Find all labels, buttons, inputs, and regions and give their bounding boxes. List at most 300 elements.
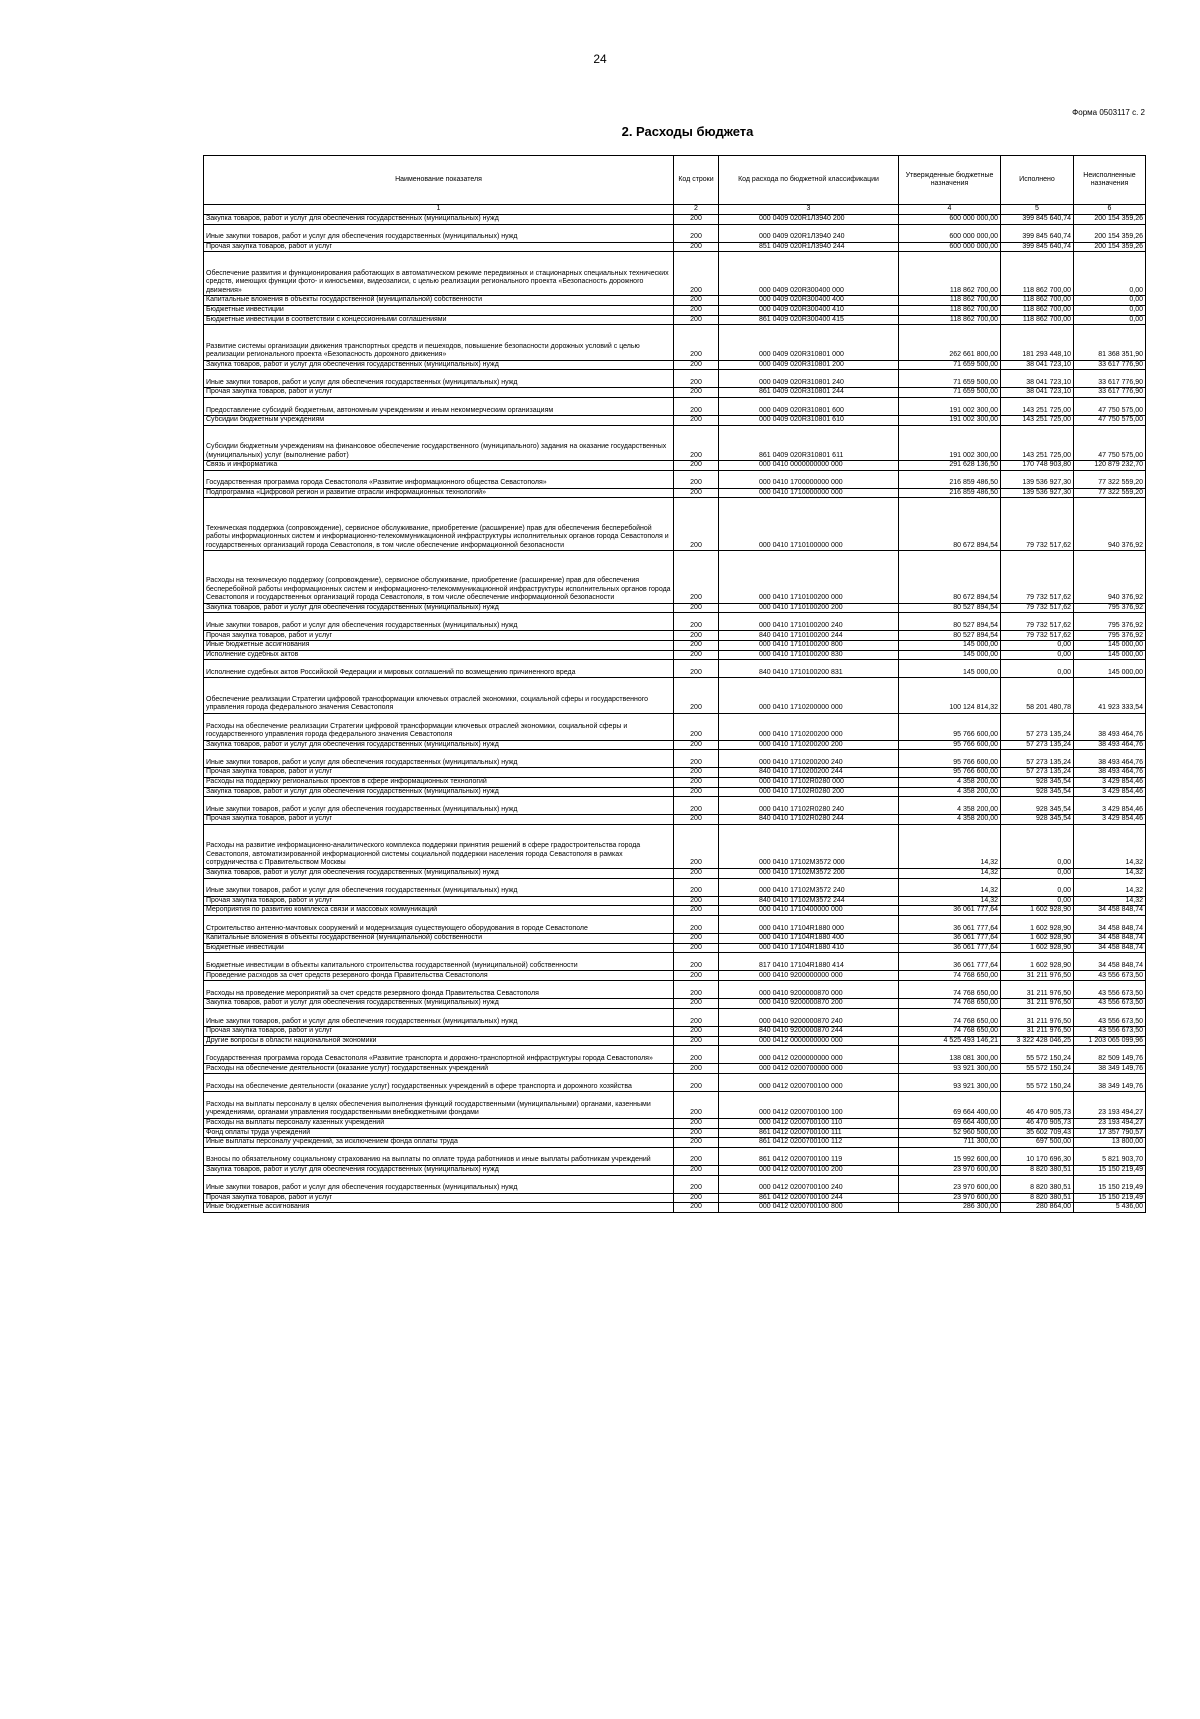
- row-classification-code: 840 0410 1710100200 244: [719, 631, 899, 641]
- row-unexecuted: 81 368 351,90: [1074, 325, 1146, 360]
- row-approved: 36 061 777,64: [899, 915, 1001, 933]
- row-approved: 216 859 486,50: [899, 470, 1001, 488]
- row-line-code: 200: [674, 224, 719, 242]
- row-classification-code: 851 0409 020R1Л3940 244: [719, 242, 899, 252]
- row-line-code: 200: [674, 252, 719, 296]
- row-unexecuted: 38 493 464,76: [1074, 740, 1146, 750]
- row-approved: 69 664 400,00: [899, 1118, 1001, 1128]
- header-line-code: Код строки: [674, 156, 719, 205]
- row-executed: 399 845 640,74: [1001, 224, 1074, 242]
- row-unexecuted: 47 750 575,00: [1074, 397, 1146, 415]
- row-approved: 14,32: [899, 878, 1001, 896]
- row-unexecuted: 33 617 776,90: [1074, 370, 1146, 388]
- row-executed: 1 602 928,90: [1001, 906, 1074, 916]
- row-line-code: 200: [674, 740, 719, 750]
- row-name: Государственная программа города Севастополя «Развитие информационного общества Севастополя»: [204, 470, 674, 488]
- row-classification-code: 840 0410 1710200200 244: [719, 768, 899, 778]
- row-approved: 71 659 500,00: [899, 388, 1001, 398]
- row-approved: 100 124 814,32: [899, 678, 1001, 713]
- row-unexecuted: 0,00: [1074, 305, 1146, 315]
- row-name: Бюджетные инвестиции: [204, 305, 674, 315]
- row-unexecuted: 43 556 673,50: [1074, 999, 1146, 1009]
- row-classification-code: 000 0412 0200700000 000: [719, 1064, 899, 1074]
- row-unexecuted: 43 556 673,50: [1074, 1027, 1146, 1037]
- row-executed: 55 572 150,24: [1001, 1064, 1074, 1074]
- row-executed: 0,00: [1001, 824, 1074, 868]
- row-unexecuted: 200 154 359,26: [1074, 224, 1146, 242]
- row-classification-code: 000 0412 0000000000 000: [719, 1036, 899, 1046]
- row-executed: 0,00: [1001, 650, 1074, 660]
- row-executed: 79 732 517,62: [1001, 613, 1074, 631]
- row-unexecuted: 43 556 673,50: [1074, 1008, 1146, 1026]
- row-name: Прочая закупка товаров, работ и услуг: [204, 1027, 674, 1037]
- row-executed: 0,00: [1001, 660, 1074, 678]
- row-name: Расходы на проведение мероприятий за счет средств резервного фонда Правительства Севастополя: [204, 981, 674, 999]
- row-approved: 191 002 300,00: [899, 397, 1001, 415]
- row-unexecuted: 14,32: [1074, 896, 1146, 906]
- row-executed: 280 864,00: [1001, 1203, 1074, 1213]
- row-line-code: 200: [674, 1008, 719, 1026]
- row-name: Прочая закупка товаров, работ и услуг: [204, 388, 674, 398]
- table-row: [204, 613, 1146, 631]
- row-unexecuted: 23 193 494,27: [1074, 1118, 1146, 1128]
- row-approved: 80 672 894,54: [899, 498, 1001, 551]
- row-approved: 36 061 777,64: [899, 953, 1001, 971]
- row-unexecuted: 795 376,92: [1074, 613, 1146, 631]
- table-row: [204, 1074, 1146, 1092]
- table-row: [204, 224, 1146, 242]
- row-approved: 36 061 777,64: [899, 934, 1001, 944]
- row-approved: 36 061 777,64: [899, 906, 1001, 916]
- row-name: Капитальные вложения в объекты государственной (муниципальной) собственности: [204, 934, 674, 944]
- row-executed: 118 862 700,00: [1001, 252, 1074, 296]
- row-approved: 93 921 300,00: [899, 1074, 1001, 1092]
- row-approved: 191 002 300,00: [899, 416, 1001, 426]
- row-line-code: 200: [674, 425, 719, 460]
- row-executed: 0,00: [1001, 641, 1074, 651]
- row-classification-code: 000 0412 0200700100 200: [719, 1165, 899, 1175]
- row-line-code: 200: [674, 915, 719, 933]
- row-approved: 80 527 894,54: [899, 631, 1001, 641]
- row-classification-code: 840 0410 9200000870 244: [719, 1027, 899, 1037]
- row-name: Развитие системы организации движения транспортных средств и пешеходов, повышение безопасности дорожных условий с целью реализации регионального проекта «Безопасность дорожного движения»: [204, 325, 674, 360]
- table-row: [204, 906, 1146, 916]
- row-unexecuted: 15 150 219,49: [1074, 1175, 1146, 1193]
- row-executed: 3 322 428 046,25: [1001, 1036, 1074, 1046]
- row-approved: 600 000 000,00: [899, 242, 1001, 252]
- table-row: [204, 325, 1146, 360]
- row-line-code: 200: [674, 1203, 719, 1213]
- row-executed: 697 500,00: [1001, 1138, 1074, 1148]
- row-unexecuted: 14,32: [1074, 824, 1146, 868]
- row-line-code: 200: [674, 943, 719, 953]
- row-unexecuted: 0,00: [1074, 252, 1146, 296]
- row-name: Субсидии бюджетным учреждениям: [204, 416, 674, 426]
- row-name: Закупка товаров, работ и услуг для обеспечения государственных (муниципальных) нужд: [204, 603, 674, 613]
- row-name: Мероприятия по развитию комплекса связи и массовых коммуникаций: [204, 906, 674, 916]
- row-line-code: 200: [674, 1118, 719, 1128]
- row-unexecuted: 3 429 854,46: [1074, 777, 1146, 787]
- table-row: [204, 470, 1146, 488]
- table-row: [204, 1027, 1146, 1037]
- row-name: Капитальные вложения в объекты государственной (муниципальной) собственности: [204, 296, 674, 306]
- row-name: Расходы на выплаты персоналу в целях обеспечения выполнения функций государственными (муниципальными) органами, казенными учреждениями, органами управления государственными внебюджетными фондами: [204, 1092, 674, 1119]
- row-line-code: 200: [674, 296, 719, 306]
- row-executed: 399 845 640,74: [1001, 215, 1074, 225]
- row-classification-code: 000 0410 1710100200 830: [719, 650, 899, 660]
- row-unexecuted: 33 617 776,90: [1074, 388, 1146, 398]
- row-line-code: 200: [674, 388, 719, 398]
- table-row: [204, 305, 1146, 315]
- row-line-code: 200: [674, 613, 719, 631]
- row-classification-code: 000 0409 020R310801 600: [719, 397, 899, 415]
- row-approved: 74 768 650,00: [899, 981, 1001, 999]
- table-row: [204, 488, 1146, 498]
- row-approved: 138 081 300,00: [899, 1046, 1001, 1064]
- row-approved: 191 002 300,00: [899, 425, 1001, 460]
- table-row: [204, 1193, 1146, 1203]
- table-row: [204, 787, 1146, 797]
- row-approved: 145 000,00: [899, 641, 1001, 651]
- row-name: Взносы по обязательному социальному страхованию на выплаты по оплате труда работников и иные выплаты работникам учреждений: [204, 1147, 674, 1165]
- row-name: Иные закупки товаров, работ и услуг для обеспечения государственных (муниципальных) нужд: [204, 1175, 674, 1193]
- table-body: [204, 215, 1146, 1213]
- row-unexecuted: 14,32: [1074, 878, 1146, 896]
- expenses-table: [203, 155, 1146, 1213]
- row-approved: 71 659 500,00: [899, 370, 1001, 388]
- row-unexecuted: 13 800,00: [1074, 1138, 1146, 1148]
- row-classification-code: 000 0410 9200000870 200: [719, 999, 899, 1009]
- header-executed: Исполнено: [1001, 156, 1074, 205]
- row-line-code: 200: [674, 1046, 719, 1064]
- row-executed: 0,00: [1001, 878, 1074, 896]
- row-line-code: 200: [674, 934, 719, 944]
- row-line-code: 200: [674, 1036, 719, 1046]
- table-row: [204, 953, 1146, 971]
- row-name: Исполнение судебных актов: [204, 650, 674, 660]
- column-number: 4: [899, 205, 1001, 215]
- row-approved: 4 525 493 146,21: [899, 1036, 1001, 1046]
- row-classification-code: 000 0409 020R310801 000: [719, 325, 899, 360]
- row-unexecuted: 940 376,92: [1074, 498, 1146, 551]
- row-classification-code: 000 0410 0000000000 000: [719, 461, 899, 471]
- row-line-code: 200: [674, 551, 719, 604]
- table-row: [204, 797, 1146, 815]
- row-executed: 8 820 380,51: [1001, 1193, 1074, 1203]
- header-unexecuted: Неисполненные назначения: [1074, 156, 1146, 205]
- row-executed: 139 536 927,30: [1001, 488, 1074, 498]
- row-name: Закупка товаров, работ и услуг для обеспечения государственных (муниципальных) нужд: [204, 999, 674, 1009]
- row-unexecuted: 0,00: [1074, 296, 1146, 306]
- row-executed: 139 536 927,30: [1001, 470, 1074, 488]
- column-number: 1: [204, 205, 674, 215]
- row-line-code: 200: [674, 713, 719, 740]
- row-name: Техническая поддержка (сопровождение), сервисное обслуживание, приобретение (расширение) прав для обеспечения бесперебойной работы информационных систем и информационно-телекоммуникационной инфраструктуры исполнительных органов города Севастополя и государственных организаций города Севастополя, в том числе обеспечение информационной безопасности: [204, 498, 674, 551]
- table-row: [204, 934, 1146, 944]
- row-executed: 181 293 448,10: [1001, 325, 1074, 360]
- row-classification-code: 000 0412 0200700100 240: [719, 1175, 899, 1193]
- row-classification-code: 000 0410 9200000870 000: [719, 981, 899, 999]
- row-line-code: 200: [674, 1138, 719, 1148]
- row-classification-code: 000 0410 1710100200 000: [719, 551, 899, 604]
- row-name: Прочая закупка товаров, работ и услуг: [204, 768, 674, 778]
- row-line-code: 200: [674, 498, 719, 551]
- row-approved: 23 970 600,00: [899, 1165, 1001, 1175]
- row-unexecuted: 23 193 494,27: [1074, 1092, 1146, 1119]
- row-executed: 79 732 517,62: [1001, 631, 1074, 641]
- row-unexecuted: 34 458 848,74: [1074, 915, 1146, 933]
- row-name: Иные бюджетные ассигнования: [204, 641, 674, 651]
- row-line-code: 200: [674, 896, 719, 906]
- row-name: Иные выплаты персоналу учреждений, за исключением фонда оплаты труда: [204, 1138, 674, 1148]
- row-executed: 57 273 135,24: [1001, 740, 1074, 750]
- header-classification-code: Код расхода по бюджетной классификации: [719, 156, 899, 205]
- table-row: [204, 740, 1146, 750]
- row-executed: 57 273 135,24: [1001, 713, 1074, 740]
- row-name: Закупка товаров, работ и услуг для обеспечения государственных (муниципальных) нужд: [204, 1165, 674, 1175]
- row-classification-code: 861 0409 020R300400 415: [719, 315, 899, 325]
- row-classification-code: 000 0410 17104R1880 400: [719, 934, 899, 944]
- row-classification-code: 861 0412 0200700100 111: [719, 1128, 899, 1138]
- table-row: [204, 750, 1146, 768]
- row-line-code: 200: [674, 981, 719, 999]
- row-approved: 23 970 600,00: [899, 1193, 1001, 1203]
- table-row: [204, 896, 1146, 906]
- row-approved: 600 000 000,00: [899, 215, 1001, 225]
- column-number: 5: [1001, 205, 1074, 215]
- row-unexecuted: 3 429 854,46: [1074, 797, 1146, 815]
- row-classification-code: 000 0412 0200700100 800: [719, 1203, 899, 1213]
- row-classification-code: 000 0410 17102M3572 200: [719, 868, 899, 878]
- row-unexecuted: 41 923 333,54: [1074, 678, 1146, 713]
- table-row: [204, 981, 1146, 999]
- row-classification-code: 000 0410 1710100000 000: [719, 498, 899, 551]
- row-name: Прочая закупка товаров, работ и услуг: [204, 896, 674, 906]
- row-approved: 216 859 486,50: [899, 488, 1001, 498]
- row-executed: 928 345,54: [1001, 777, 1074, 787]
- row-classification-code: 000 0410 1710100200 200: [719, 603, 899, 613]
- row-approved: 4 358 200,00: [899, 777, 1001, 787]
- row-unexecuted: 47 750 575,00: [1074, 425, 1146, 460]
- row-line-code: 200: [674, 397, 719, 415]
- row-name: Подпрограмма «Цифровой регион и развитие отрасли информационных технологий»: [204, 488, 674, 498]
- row-classification-code: 861 0409 020R310801 611: [719, 425, 899, 460]
- row-unexecuted: 34 458 848,74: [1074, 953, 1146, 971]
- table-row: [204, 650, 1146, 660]
- row-unexecuted: 120 879 232,70: [1074, 461, 1146, 471]
- column-number: 2: [674, 205, 719, 215]
- row-name: Прочая закупка товаров, работ и услуг: [204, 242, 674, 252]
- row-name: Расходы на обеспечение реализации Стратегии цифровой трансформации ключевых отраслей экономики, социальной сферы и государственного управления города федерального значения Севастополя: [204, 713, 674, 740]
- row-line-code: 200: [674, 488, 719, 498]
- table-row: [204, 315, 1146, 325]
- row-approved: 14,32: [899, 824, 1001, 868]
- table-row: [204, 1138, 1146, 1148]
- row-approved: 74 768 650,00: [899, 971, 1001, 981]
- row-line-code: 200: [674, 906, 719, 916]
- row-name: Расходы на выплаты персоналу казенных учреждений: [204, 1118, 674, 1128]
- row-line-code: 200: [674, 242, 719, 252]
- row-approved: 145 000,00: [899, 660, 1001, 678]
- table-row: [204, 1165, 1146, 1175]
- row-unexecuted: 795 376,92: [1074, 631, 1146, 641]
- row-unexecuted: 145 000,00: [1074, 660, 1146, 678]
- row-line-code: 200: [674, 868, 719, 878]
- table-row: [204, 768, 1146, 778]
- table-row: [204, 397, 1146, 415]
- table-row: [204, 296, 1146, 306]
- section-title: 2. Расходы бюджета: [621, 124, 754, 139]
- row-classification-code: 861 0412 0200700100 119: [719, 1147, 899, 1165]
- row-name: Расходы на обеспечение деятельности (оказание услуг) государственных учреждений в сфере транспорта и дорожного хозяйства: [204, 1074, 674, 1092]
- row-executed: 143 251 725,00: [1001, 425, 1074, 460]
- row-name: Закупка товаров, работ и услуг для обеспечения государственных (муниципальных) нужд: [204, 740, 674, 750]
- row-executed: 79 732 517,62: [1001, 498, 1074, 551]
- row-executed: 57 273 135,24: [1001, 768, 1074, 778]
- row-classification-code: 000 0410 17104R1880 000: [719, 915, 899, 933]
- row-classification-code: 000 0410 1710200200 200: [719, 740, 899, 750]
- row-line-code: 200: [674, 971, 719, 981]
- table-row: [204, 388, 1146, 398]
- row-line-code: 200: [674, 660, 719, 678]
- row-unexecuted: 14,32: [1074, 868, 1146, 878]
- row-name: Закупка товаров, работ и услуг для обеспечения государственных (муниципальных) нужд: [204, 868, 674, 878]
- row-unexecuted: 145 000,00: [1074, 641, 1146, 651]
- row-line-code: 200: [674, 1092, 719, 1119]
- row-line-code: 200: [674, 824, 719, 868]
- row-classification-code: 000 0409 020R1Л3940 200: [719, 215, 899, 225]
- row-name: Прочая закупка товаров, работ и услуг: [204, 631, 674, 641]
- row-approved: 291 628 136,50: [899, 461, 1001, 471]
- row-approved: 74 768 650,00: [899, 1027, 1001, 1037]
- row-name: Другие вопросы в области национальной экономики: [204, 1036, 674, 1046]
- row-unexecuted: 34 458 848,74: [1074, 934, 1146, 944]
- row-classification-code: 000 0410 1710100200 240: [719, 613, 899, 631]
- row-executed: 10 170 696,30: [1001, 1147, 1074, 1165]
- row-name: Иные закупки товаров, работ и услуг для обеспечения государственных (муниципальных) нужд: [204, 613, 674, 631]
- row-unexecuted: 47 750 575,00: [1074, 416, 1146, 426]
- row-classification-code: 861 0412 0200700100 244: [719, 1193, 899, 1203]
- table-row: [204, 461, 1146, 471]
- row-approved: 286 300,00: [899, 1203, 1001, 1213]
- row-executed: 118 862 700,00: [1001, 315, 1074, 325]
- row-name: Субсидии бюджетным учреждениям на финансовое обеспечение государственного (муниципального) задания на оказание государственных (муниципальных) услуг (выполнение работ): [204, 425, 674, 460]
- row-line-code: 200: [674, 470, 719, 488]
- row-classification-code: 000 0410 1710000000 000: [719, 488, 899, 498]
- row-executed: 38 041 723,10: [1001, 388, 1074, 398]
- row-approved: 69 664 400,00: [899, 1092, 1001, 1119]
- row-classification-code: 861 0409 020R310801 244: [719, 388, 899, 398]
- row-line-code: 200: [674, 750, 719, 768]
- table-row: [204, 815, 1146, 825]
- row-name: Расходы на обеспечение деятельности (оказание услуг) государственных учреждений: [204, 1064, 674, 1074]
- row-name: Строительство антенно-мачтовых сооружений и модернизация существующего оборудования в городе Севастополе: [204, 915, 674, 933]
- row-approved: 95 766 600,00: [899, 713, 1001, 740]
- row-classification-code: 000 0410 17102R0280 200: [719, 787, 899, 797]
- header-name: Наименование показателя: [204, 156, 674, 205]
- row-unexecuted: 200 154 359,26: [1074, 242, 1146, 252]
- row-approved: 36 061 777,64: [899, 943, 1001, 953]
- row-line-code: 200: [674, 787, 719, 797]
- row-executed: 35 602 709,43: [1001, 1128, 1074, 1138]
- row-classification-code: 000 0409 020R310801 200: [719, 360, 899, 370]
- row-approved: 23 970 600,00: [899, 1175, 1001, 1193]
- row-unexecuted: 5 436,00: [1074, 1203, 1146, 1213]
- table-row: [204, 252, 1146, 296]
- table-row: [204, 1064, 1146, 1074]
- row-executed: 46 470 905,73: [1001, 1118, 1074, 1128]
- row-name: Бюджетные инвестиции: [204, 943, 674, 953]
- row-approved: 118 862 700,00: [899, 315, 1001, 325]
- row-unexecuted: 43 556 673,50: [1074, 971, 1146, 981]
- row-classification-code: 840 0410 1710100200 831: [719, 660, 899, 678]
- row-line-code: 200: [674, 325, 719, 360]
- row-classification-code: 000 0410 1710400000 000: [719, 906, 899, 916]
- row-line-code: 200: [674, 1027, 719, 1037]
- table-row: [204, 360, 1146, 370]
- table-row: [204, 215, 1146, 225]
- row-executed: 8 820 380,51: [1001, 1165, 1074, 1175]
- row-approved: 93 921 300,00: [899, 1064, 1001, 1074]
- table-row: [204, 370, 1146, 388]
- row-name: Расходы на развитие информационно-аналитического комплекса поддержки принятия решений в сфере градостроительства города Севастополя, автоматизированной информационной системы социальной поддержки населения города Севастополя в рамках сотрудничества с Правительством Москвы: [204, 824, 674, 868]
- row-name: Бюджетные инвестиции в соответствии с концессионными соглашениями: [204, 315, 674, 325]
- row-classification-code: 000 0410 1710200200 240: [719, 750, 899, 768]
- row-classification-code: 000 0412 0200700100 000: [719, 1074, 899, 1092]
- table-row: [204, 1118, 1146, 1128]
- row-approved: 262 661 800,00: [899, 325, 1001, 360]
- row-approved: 15 992 600,00: [899, 1147, 1001, 1165]
- row-name: Обеспечение развития и функционирования работающих в автоматическом режиме передвижных и стационарных специальных технических средств, имеющих функции фото- и киносъемки, видеозаписи, с целью реализации регионального проекта «Безопасность дорожного движения»: [204, 252, 674, 296]
- row-unexecuted: 17 357 790,57: [1074, 1128, 1146, 1138]
- row-classification-code: 817 0410 17104R1880 414: [719, 953, 899, 971]
- page-number: 24: [593, 52, 607, 66]
- row-executed: 170 748 903,80: [1001, 461, 1074, 471]
- row-name: Предоставление субсидий бюджетным, автономным учреждениям и иным некоммерческим организациям: [204, 397, 674, 415]
- table-row: [204, 1092, 1146, 1119]
- row-approved: 600 000 000,00: [899, 224, 1001, 242]
- table-row: [204, 425, 1146, 460]
- row-unexecuted: 38 493 464,76: [1074, 713, 1146, 740]
- row-name: Иные закупки товаров, работ и услуг для обеспечения государственных (муниципальных) нужд: [204, 878, 674, 896]
- row-unexecuted: 43 556 673,50: [1074, 981, 1146, 999]
- row-name: Закупка товаров, работ и услуг для обеспечения государственных (муниципальных) нужд: [204, 215, 674, 225]
- row-line-code: 200: [674, 360, 719, 370]
- row-name: Иные закупки товаров, работ и услуг для обеспечения государственных (муниципальных) нужд: [204, 224, 674, 242]
- row-executed: 38 041 723,10: [1001, 360, 1074, 370]
- row-classification-code: 000 0410 1710200000 000: [719, 678, 899, 713]
- row-unexecuted: 15 150 219,49: [1074, 1165, 1146, 1175]
- row-executed: 55 572 150,24: [1001, 1074, 1074, 1092]
- row-unexecuted: 77 322 559,20: [1074, 470, 1146, 488]
- table-row: [204, 1203, 1146, 1213]
- row-name: Проведение расходов за счет средств резервного фонда Правительства Севастополя: [204, 971, 674, 981]
- row-line-code: 200: [674, 370, 719, 388]
- table-row: [204, 678, 1146, 713]
- row-executed: 58 201 480,78: [1001, 678, 1074, 713]
- row-unexecuted: 5 821 903,70: [1074, 1147, 1146, 1165]
- row-name: Государственная программа города Севастополя «Развитие транспорта и дорожно-транспортной инфраструктуры города Севастополя»: [204, 1046, 674, 1064]
- row-classification-code: 000 0412 0200700100 100: [719, 1092, 899, 1119]
- row-line-code: 200: [674, 215, 719, 225]
- table-row: [204, 824, 1146, 868]
- table-row: [204, 1128, 1146, 1138]
- row-classification-code: 840 0410 17102M3572 244: [719, 896, 899, 906]
- row-executed: 79 732 517,62: [1001, 551, 1074, 604]
- table-row: [204, 1046, 1146, 1064]
- row-line-code: 200: [674, 1064, 719, 1074]
- row-executed: 57 273 135,24: [1001, 750, 1074, 768]
